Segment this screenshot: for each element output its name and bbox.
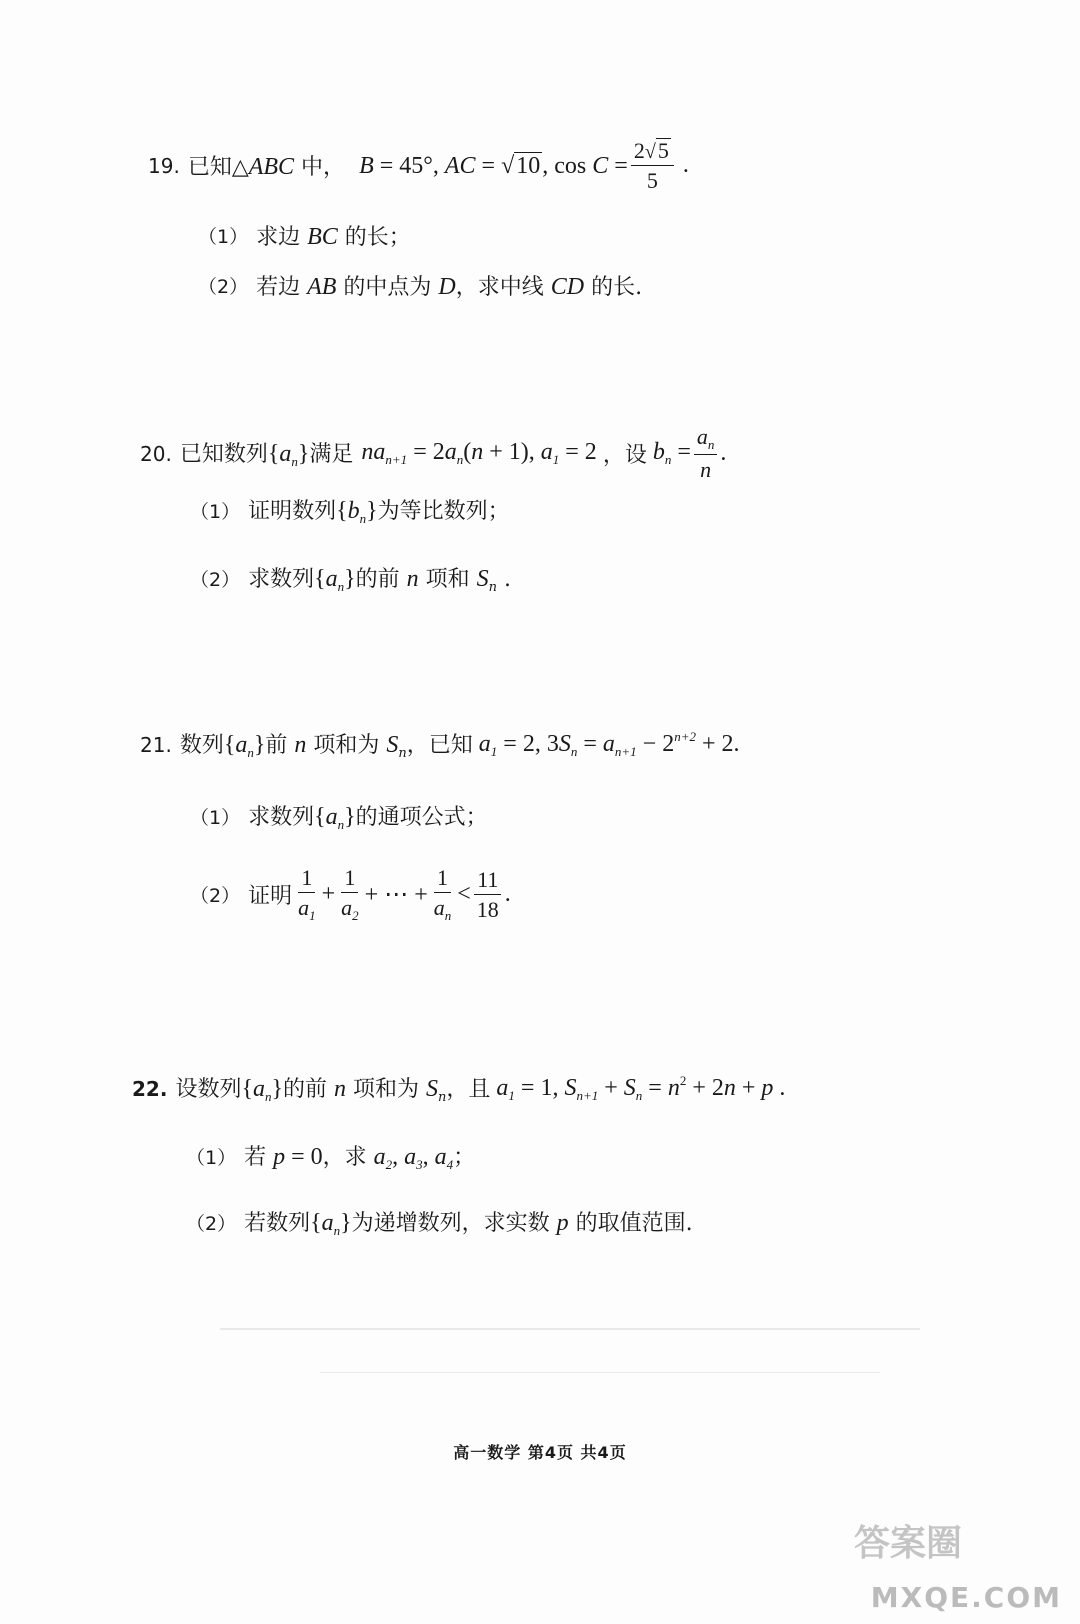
problem-19-part-1: （1） 求边 BC 的长；: [198, 224, 411, 250]
problem-19-part-2: （2） 若边 AB 的中点为 D，求中线 CD 的长.: [198, 274, 643, 300]
problem-20-stem: 20. 已知数列$\{a_n\}$满足 $na_{n+1} = 2a_n(n + 1)$, $a_1 = 2$ ，设 $b_n$ = $\frac{a_n}{n}$ .: [140, 424, 727, 483]
watermark-url: MXQE.COM: [870, 1581, 1062, 1614]
problem-22-stem: 22. 设数列$\{a_n\}$的前 n 项和为 $S_n$，且 $a_1 = 1$, $S_{n+1} + S_n = n^2 + 2n + p$ .: [132, 1073, 786, 1105]
problem-19-stem: 19. 已知△ABC 中， B = 45°, AC = √ 10 , cos C = 2 √ 5 5 .: [148, 138, 689, 194]
stem-text: 已知△ABC 中，: [187, 154, 346, 181]
page-footer: 高一数学 第4页 共4页: [453, 1443, 627, 1462]
problem-22-part-1: （1） 若 p = 0，求 $a_2$, $a_3$, $a_4$；: [186, 1144, 476, 1172]
problem-22-part-2: （2） 若数列$\{a_n\}$为递增数列，求实数 p 的取值范围.: [186, 1210, 693, 1238]
watermark-logo: 答案圈: [853, 1523, 962, 1564]
problem-20-part-1: （1） 证明数列$\{b_n\}$为等比数列；: [190, 498, 510, 526]
problem-21-stem: 21. 数列$\{a_n\}$前 n 项和为 $S_n$，已知 $a_1 = 2$, $3S_n = a_{n+1} - 2^{n+2} + 2$.: [140, 729, 740, 761]
problem-21-part-2: （2） 证明 $\frac{1}{a_1}$ + $\frac{1}{a_2}$ + ⋯ + $\frac{1}{a_n}$ < $\frac{11}{18}$ .: [190, 865, 511, 924]
stem-math: B = 45°, AC = √ 10 , cos C =: [359, 152, 628, 179]
scan-noise: [320, 1372, 880, 1373]
fraction: 2 √ 5 5: [631, 138, 674, 194]
problem-20-part-2: （2） 求数列$\{a_n\}$的前 n 项和 $S_n$ .: [190, 566, 512, 595]
scan-noise: [220, 1328, 920, 1330]
fraction: $\frac{a_n}{n}$: [694, 425, 718, 482]
problem-21-part-1: （1） 求数列$\{a_n\}$的通项公式；: [190, 804, 488, 832]
problem-number: 19.: [148, 153, 180, 178]
